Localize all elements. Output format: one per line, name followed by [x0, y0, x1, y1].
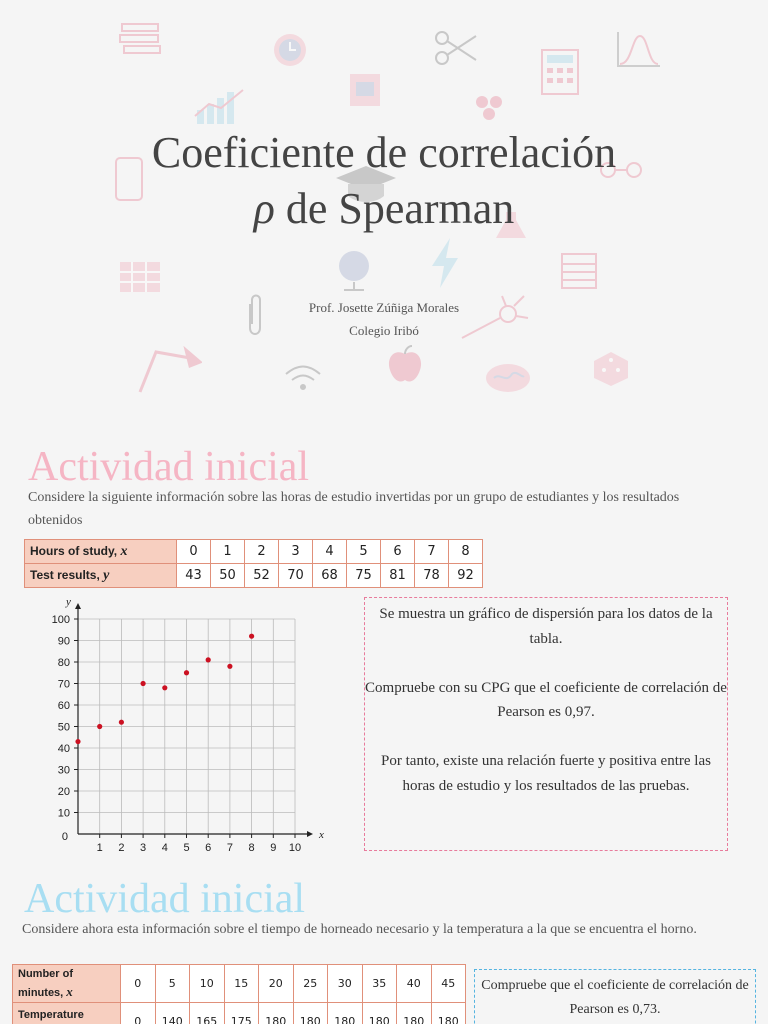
- row-var: x: [66, 984, 73, 999]
- table-cell: 175: [224, 1003, 259, 1024]
- table-cell: 5: [155, 965, 190, 1003]
- row-var: y: [103, 567, 110, 583]
- table-cell: 15: [224, 965, 259, 1003]
- table-cell: 1: [211, 540, 245, 564]
- x-tick-label: 7: [226, 842, 233, 854]
- bar-chart-icon: [193, 86, 247, 126]
- clock-icon: [270, 30, 310, 70]
- y-tick-label: 10: [57, 807, 70, 820]
- note-paragraph: Compruebe con su CPG que el coeficiente de correlación de Pearson es 0,97.: [365, 679, 727, 720]
- table-cell: 52: [245, 564, 279, 588]
- abacus-icon: [118, 260, 162, 294]
- y-tick-label: 100: [51, 614, 70, 626]
- table-cell: 35: [362, 965, 397, 1003]
- data-point: [75, 739, 80, 744]
- row-label: Hours of study,: [30, 543, 121, 558]
- y-tick-label: 90: [57, 635, 70, 648]
- rho-symbol: ρ: [253, 184, 275, 233]
- x-tick-label: 1: [96, 842, 103, 854]
- table-cell: 165: [190, 1003, 225, 1024]
- table-cell: 140: [155, 1003, 190, 1024]
- y-tick-label: 50: [57, 721, 70, 734]
- title-line-1: Coeficiente de correlación: [151, 128, 617, 177]
- row-header-temperature: Temperature: [13, 1003, 121, 1024]
- y-tick-label: 80: [57, 657, 70, 669]
- lamp-icon: [132, 346, 202, 396]
- dice-icon: [592, 350, 630, 388]
- calendar-icon: [560, 250, 598, 290]
- table-cell: 180: [362, 1003, 397, 1024]
- author-block: [0, 296, 768, 342]
- author-name: Prof. Josette Zúñiga Morales: [308, 300, 460, 315]
- table-row: [13, 965, 466, 1003]
- table-row: [13, 1003, 466, 1024]
- table-cell: 10: [190, 965, 225, 1003]
- table-cell: 180: [328, 1003, 363, 1024]
- y-axis-arrow: [75, 603, 81, 609]
- x-tick-label: 10: [288, 842, 302, 854]
- table-cell: 180: [431, 1003, 466, 1024]
- row-header-hours: [25, 540, 177, 564]
- brain-icon: [484, 362, 532, 394]
- study-hours-table: [24, 539, 483, 588]
- data-point: [184, 670, 189, 675]
- origin-label: 0: [61, 831, 68, 843]
- table-cell: 70: [279, 564, 313, 588]
- globe-icon: [334, 248, 374, 292]
- x-tick-label: 6: [205, 842, 212, 854]
- table-cell: 75: [347, 564, 381, 588]
- table-cell: 2: [245, 540, 279, 564]
- y-axis-label: y: [66, 596, 71, 608]
- x-axis-label: x: [319, 829, 324, 841]
- book-icon: [348, 72, 382, 108]
- school-name: Colegio Iribó: [349, 323, 419, 338]
- table-cell: 180: [397, 1003, 432, 1024]
- activity-1-intro: Considere la siguiente información sobre las horas de estudio invertidas por un grupo de estudiantes y los resultados obtenidos: [28, 490, 680, 528]
- data-point: [97, 724, 102, 729]
- table-cell: 43: [177, 564, 211, 588]
- y-tick-label: 30: [57, 764, 70, 777]
- table-cell: 50: [211, 564, 245, 588]
- section-title-activity-1: Actividad inicial: [28, 444, 310, 490]
- table-cell: 81: [381, 564, 415, 588]
- row-label: Number of minutes,: [18, 968, 73, 999]
- calculator-icon: [540, 48, 580, 96]
- table-cell: 0: [121, 1003, 156, 1024]
- note-paragraph: Se muestra un gráfico de dispersión para los datos de la tabla.: [379, 606, 713, 647]
- y-tick-label: 70: [57, 678, 70, 691]
- row-header-minutes: [13, 965, 121, 1003]
- data-point: [249, 634, 254, 639]
- table-cell: 5: [347, 540, 381, 564]
- data-point: [141, 681, 146, 686]
- books-icon: [118, 22, 164, 58]
- table-cell: 45: [431, 965, 466, 1003]
- x-tick-label: 8: [248, 842, 255, 854]
- activity-1-note: [364, 597, 728, 851]
- table-cell: 30: [328, 965, 363, 1003]
- atom-icon: [472, 94, 508, 122]
- y-tick-label: 20: [57, 786, 70, 798]
- table-cell: 180: [293, 1003, 328, 1024]
- row-var: x: [120, 543, 128, 559]
- data-point: [227, 664, 232, 669]
- data-point: [206, 657, 211, 662]
- table-cell: 78: [415, 564, 449, 588]
- table-row: [25, 540, 483, 564]
- section-title-activity-2: Actividad inicial: [24, 876, 306, 922]
- note-paragraph: Por tanto, existe una relación fuerte y positiva entre las horas de estudio y los resultados de las pruebas.: [381, 753, 711, 794]
- y-tick-label: 40: [57, 743, 70, 755]
- wifi-icon: [282, 364, 324, 392]
- table-cell: 7: [415, 540, 449, 564]
- x-tick-label: 3: [140, 842, 147, 854]
- table-cell: 8: [449, 540, 483, 564]
- page-title: [0, 125, 768, 237]
- scissors-icon: [432, 28, 480, 68]
- x-tick-label: 4: [161, 842, 168, 854]
- table-cell: 6: [381, 540, 415, 564]
- table-cell: 25: [293, 965, 328, 1003]
- row-label: Test results,: [30, 567, 104, 582]
- title-line-2-text: de Spearman: [274, 184, 515, 233]
- table-cell: 180: [259, 1003, 294, 1024]
- table-cell: 40: [397, 965, 432, 1003]
- x-tick-label: 5: [183, 842, 190, 854]
- bell-curve-icon: [614, 30, 662, 70]
- title-slide: [0, 0, 768, 420]
- activity-2-note: [474, 969, 756, 1024]
- apple-icon: [384, 344, 426, 386]
- y-tick-label: 60: [57, 700, 70, 712]
- row-header-results: [25, 564, 177, 588]
- table-cell: 92: [449, 564, 483, 588]
- table-row: [25, 564, 483, 588]
- table-cell: 3: [279, 540, 313, 564]
- table-cell: 0: [177, 540, 211, 564]
- x-tick-label: 9: [270, 842, 277, 854]
- baking-table: [12, 964, 466, 1024]
- x-tick-label: 2: [118, 842, 125, 854]
- table-cell: 20: [259, 965, 294, 1003]
- data-point: [162, 685, 167, 690]
- x-axis-arrow: [307, 831, 313, 837]
- title-line-2: [0, 181, 768, 237]
- table-cell: 4: [313, 540, 347, 564]
- table-cell: 0: [121, 965, 156, 1003]
- note-paragraph: Compruebe que el coeficiente de correlación de Pearson es 0,73.: [481, 978, 749, 1017]
- table-cell: 68: [313, 564, 347, 588]
- activity-2-intro: Considere ahora esta información sobre el tiempo de horneado necesario y la temperatura a la que se encuentra el horno.: [22, 922, 697, 937]
- data-point: [119, 720, 124, 725]
- scatter-chart: [28, 592, 328, 854]
- lightning-icon: [428, 236, 462, 290]
